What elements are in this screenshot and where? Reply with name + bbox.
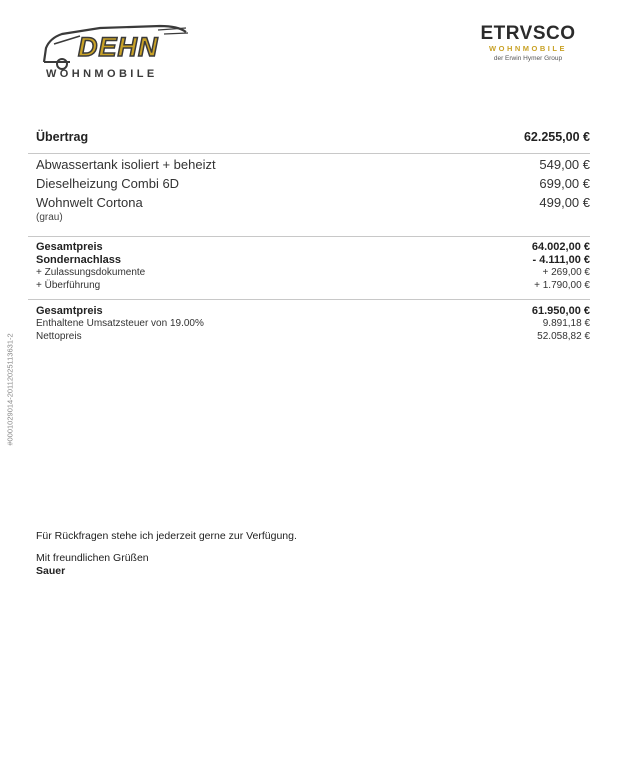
netto-label: Nettopreis xyxy=(36,331,82,342)
etrusco-logo xyxy=(468,24,588,63)
item-label: Dieselheizung Combi 6D xyxy=(36,176,180,191)
gesamtpreis-label: Gesamtpreis xyxy=(36,241,103,253)
divider xyxy=(28,299,590,300)
gesamtpreis-value: 64.002,00 € xyxy=(531,241,590,253)
ust-label: Enthaltene Umsatzsteuer von 19.00% xyxy=(36,318,204,329)
dehn-logo xyxy=(40,22,190,84)
closing-line: Für Rückfragen stehe ich jederzeit gerne zur Verfügung. xyxy=(36,530,297,542)
dehn-brand: DEHN xyxy=(78,32,159,62)
dehn-tagline: WOHNMOBILE xyxy=(46,68,158,80)
signature-name: Sauer xyxy=(36,565,66,577)
price-summary xyxy=(36,241,590,293)
ueberfuehrung-label: + Überführung xyxy=(36,280,101,291)
etrusco-tagline: WOHNMOBILE xyxy=(489,44,567,53)
ust-value: 9.891,18 € xyxy=(542,318,590,329)
document-id: #0001029014-20112025113631-2 xyxy=(5,333,15,446)
items-list xyxy=(36,157,590,223)
list-item xyxy=(36,176,590,195)
zulassung-value: + 269,00 € xyxy=(542,267,590,278)
item-price: 699,00 € xyxy=(539,176,590,191)
uebertrag-label: Übertrag xyxy=(36,130,89,144)
etrusco-brand: ETRVSCO xyxy=(480,23,576,44)
item-label: Abwassertank isoliert + beheizt xyxy=(36,157,216,172)
item-note: (grau) xyxy=(36,212,63,223)
uebertrag-value: 62.255,00 € xyxy=(523,130,590,144)
zulassung-label: + Zulassungsdokumente xyxy=(36,267,146,278)
item-label: Wohnwelt Cortona xyxy=(36,195,143,210)
divider xyxy=(28,153,590,154)
item-price: 549,00 € xyxy=(539,157,590,172)
item-price: 499,00 € xyxy=(539,195,590,210)
divider xyxy=(28,236,590,237)
uebertrag-row xyxy=(36,130,590,144)
final-gesamtpreis-value: 61.950,00 € xyxy=(531,305,590,317)
closing-text xyxy=(36,530,297,578)
sondernachlass-label: Sondernachlass xyxy=(36,254,121,266)
list-item xyxy=(36,157,590,176)
final-summary xyxy=(36,305,590,344)
etrusco-group: der Erwin Hymer Group xyxy=(493,55,563,62)
final-gesamtpreis-label: Gesamtpreis xyxy=(36,305,103,317)
greeting: Mit freundlichen Grüßen xyxy=(36,552,149,564)
sondernachlass-value: - 4.111,00 € xyxy=(532,254,590,266)
ueberfuehrung-value: + 1.790,00 € xyxy=(534,280,590,291)
netto-value: 52.058,82 € xyxy=(537,331,590,342)
